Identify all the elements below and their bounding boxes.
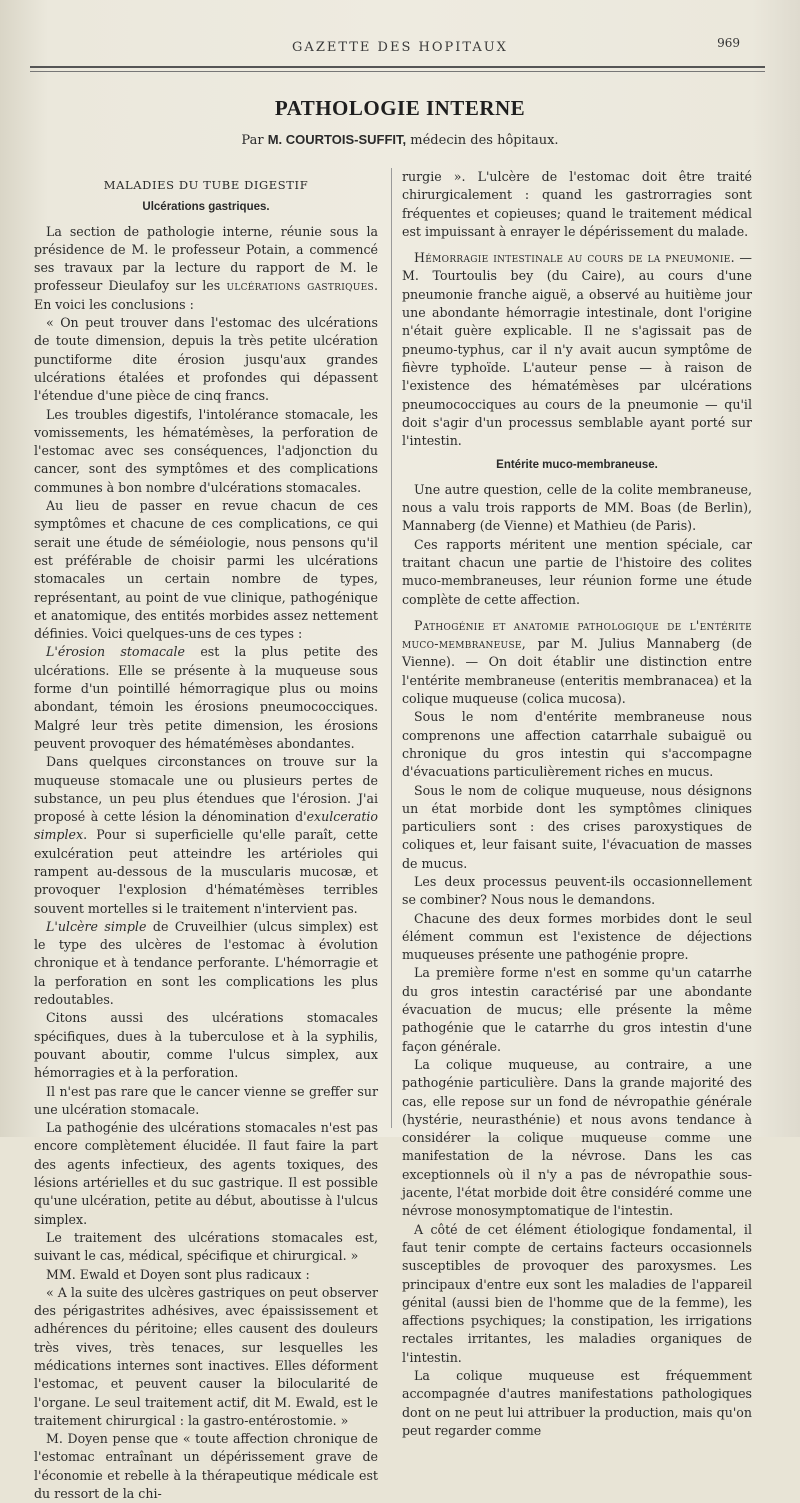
left-column [34,168,378,1503]
paragraph: « On peut trouver dans l'estomac des ulcérations de toute dimension, depuis la très petite ulcération punctiforme dite érosion jusqu'aux grandes ulcérations étalées et profondes qui dépassent l'étendue d'une pièce de cinq francs. [34,315,378,404]
paragraph: Les deux processus peuvent-ils occasionnellement se combiner? Nous nous le demandons. [402,873,752,908]
section-title: PATHOLOGIE INTERNE [274,96,526,120]
paragraph: Ces rapports méritent une mention spéciale, car traitant chacun une partie de l'histoire des colites muco-membraneuses, leur réunion forme une étude complète de cette affection. [402,536,752,607]
paragraph: Sous le nom d'entérite membraneuse nous comprenons une affection catarrhale subaiguë ou chronique du gros intestin qui s'accompagne d'évacuations particulièrement riches en mucus. [402,709,752,780]
paragraph: Dans quelques circonstances on trouve sur la muqueuse stomacale une ou plusieurs pertes de substance, un peu plus étendues que l'érosion. J'ai proposé à cette lésion la dénomination d'exulceratio simplex. Pour si superficielle qu'elle paraît, cette exulcération peut atteindre les artérioles qui rampent au-dessous de la muscularis mucosæ, et provoquer l'explosion d'hématémèses terribles souvent mortelles si le traitement n'intervient pas. [34,754,378,916]
term-exulceratio: exulceratio simplex [34,809,378,843]
paragraph: MM. Ewald et Doyen sont plus radicaux : [46,1266,310,1282]
paragraph: M. Doyen pense que « toute affection chronique de l'estomac entraînant un dépérissement grave de l'économie et rebelle à la thérapeutique médicale est du ressort de la chi- [34,1431,378,1502]
paragraph: La première forme n'est en somme qu'un catarrhe du gros intestin caractérisé par une abondante évacuation de mucus; elle présente la même pathogénie que le catarrhe du gros intestin d'une façon générale. [402,965,752,1054]
paragraph: La pathogénie des ulcérations stomacales n'est pas encore complètement élucidée. Il faut faire la part des agents infectieux, des agents toxiques, des lésions artérielles et du suc gastrique. Il est possible qu'une ulcération, petite au début, aboutisse à l'ulcus simplex. [34,1120,378,1227]
byline [0,132,800,148]
paragraph: La section de pathologie interne, réunie sous la présidence de M. le professeur Potain, a commencé ses travaux par la lecture du rapport de M. le professeur Dieulafoy sur les ulcérations gastriques. En voici les conclusions : [34,223,378,312]
header-rule-thick [30,66,765,68]
paragraph: Chacune des deux formes morbides dont le seul élément commun est l'existence de déjections muqueuses présente une pathogénie propre. [402,910,752,963]
paragraph: Le traitement des ulcérations stomacales est, suivant le cas, médical, spécifique et chirurgical. » [34,1229,378,1264]
paragraph: Il n'est pas rare que le cancer vienne se greffer sur une ulcération stomacale. [34,1083,378,1117]
term-ulcere: L'ulcère simple [46,918,147,934]
paragraph: L'ulcère simple de Cruveilhier (ulcus simplex) est le type des ulcères de l'estomac à évolution chronique et à tendance perforante. L'hémorragie et la perforation en sont les complications les plus redoutables. [34,918,378,1008]
paragraph: A côté de cet élément étiologique fondamental, il faut tenir compte de certains facteurs occasionnels susceptibles de provoquer des paroxysmes. Les principaux d'entre eux sont les maladies de l'appareil génital (aussi bien de l'homme que de la femme), les affections psychiques; la constipation, les irrigations rectales irritantes, les maladies organiques de l'intestin. [402,1221,752,1365]
paragraph: La colique muqueuse, au contraire, a une pathogénie particulière. Dans la grande majorité des cas, elle repose sur un fond de névropathie générale (hystérie, neurasthénie) et nous avons tendance à considérer la colique muqueuse comme une manifestation de la névrose. Dans les cas exceptionnels où il n'y a pas de névropathie sous-jacente, l'état morbide doit être considéré comme une névrose monosymptomatique de l'intestin. [402,1056,752,1219]
paragraph: Citons aussi des ulcérations stomacales spécifiques, dues à la tuberculose et à la syphilis, pouvant aboutir, comme l'ulcus simplex, aux hémorragies et à la perforation. [34,1010,378,1081]
inline-caps: Pathogénie et anatomie pathologique de l'entérite muco-membraneuse, [402,617,752,652]
inline-caps: ulcérations gastriques [226,278,374,294]
paragraph: La colique muqueuse est fréquemment accompagnée d'autres manifestations pathologiques dont on ne peut lui attribuer la production, mais qu'on peut regarder comme [402,1368,752,1438]
paragraph: Les troubles digestifs, l'intolérance stomacale, les vomissements, les hématémèses, la perforation de l'estomac avec ses conséquences, l'adjonction du cancer, sont des symptômes et des complications communes à bon nombre d'ulcérations stomacales. [34,406,378,495]
byline-prefix: Par [241,133,264,148]
paragraph: Pathogénie et anatomie pathologique de l'entérite muco-membraneuse, par M. Julius Mannaberg (de Vienne). — On doit établir une distinction entre l'entérite membraneuse (enteritis membranacea) et la colique muqueuse (colica mucosa). [402,617,752,707]
header-rule-thin [30,71,765,72]
page-number: 969 [717,36,740,50]
paragraph: L'érosion stomacale est la plus petite des ulcérations. Elle se présente à la muqueuse sous forme d'un pointillé hémorragique plus ou moins abondant, témoin les érosions pneumococciques. Malgré leur très petite dimension, les érosions peuvent provoquer des hématémèses abondantes. [34,644,378,751]
running-head [0,36,800,60]
running-title: GAZETTE DES HOPITAUX [292,40,508,55]
right-column [402,168,752,1440]
paragraph: Au lieu de passer en revue chacun de ces symptômes et chacune de ces complications, ce qui serait une étude de séméiologie, nous pensons qu'il est préférable de choisir parmi les ulcérations stomacales un certain nombre de types, représentant, au point de vue clinique, pathogénique et anatomique, des entités morbides assez nettement définies. Voici quelques-uns de ces types : [34,498,378,642]
paragraph: Sous le nom de colique muqueuse, nous désignons un état morbide dont les symptômes cliniques particuliers sont : des crises paroxystiques de coliques et, leur faisant suite, l'évacuation de masses de mucus. [402,782,752,871]
inline-caps: Hémorragie intestinale au cours de la pneumonie. [414,250,735,266]
byline-suffix: médecin des hôpitaux. [410,133,559,148]
column-divider [391,168,392,1128]
subsection-heading: Entérite muco-membraneuse. [496,459,658,472]
subsection-heading: Ulcérations gastriques. [142,201,270,214]
paragraph: « A la suite des ulcères gastriques on peut observer des périgastrites adhésives, avec épaississement et adhérences du péritoine; elles causent des douleurs très vives, très tenaces, sur lesquelles les médications internes sont inactives. Elles déforment l'estomac, et peuvent causer la bilocularité de l'organe. Le seul traitement actif, dit M. Ewald, est le traitement chirurgical : la gastro-entérostomie. » [34,1284,378,1428]
chapter-heading: MALADIES DU TUBE DIGESTIF [103,178,309,192]
paragraph: Hémorragie intestinale au cours de la pneumonie. — M. Tourtoulis bey (du Caire), au cours d'une pneumonie franche aiguë, a observé au huitième jour une abondante hémorragie intestinale, dont l'origine n'était guère explicable. Il ne s'agissait pas de pneumo-typhus, car il n'y avait aucun symptôme de fièvre typhoïde. L'auteur pense — à raison de l'existence des hématémèses par ulcérations pneumococciques au cours de la pneumonie — qu'il doit s'agir d'un processus semblable ayant porté sur l'intestin. [402,250,752,449]
term-erosion: L'érosion stomacale [46,644,186,660]
paragraph: rurgie ». L'ulcère de l'estomac doit être traité chirurgicalement : quand les gastrorragies sont fréquentes et copieuses; quand le traitement médical est impuissant à enrayer le dépérissement du malade. [402,169,752,239]
paragraph: Une autre question, celle de la colite membraneuse, nous a valu trois rapports de MM. Boas (de Berlin), Mannaberg (de Vienne) et Mathieu (de Paris). [402,481,752,534]
byline-author: M. COURTOIS-SUFFIT, [267,132,407,147]
